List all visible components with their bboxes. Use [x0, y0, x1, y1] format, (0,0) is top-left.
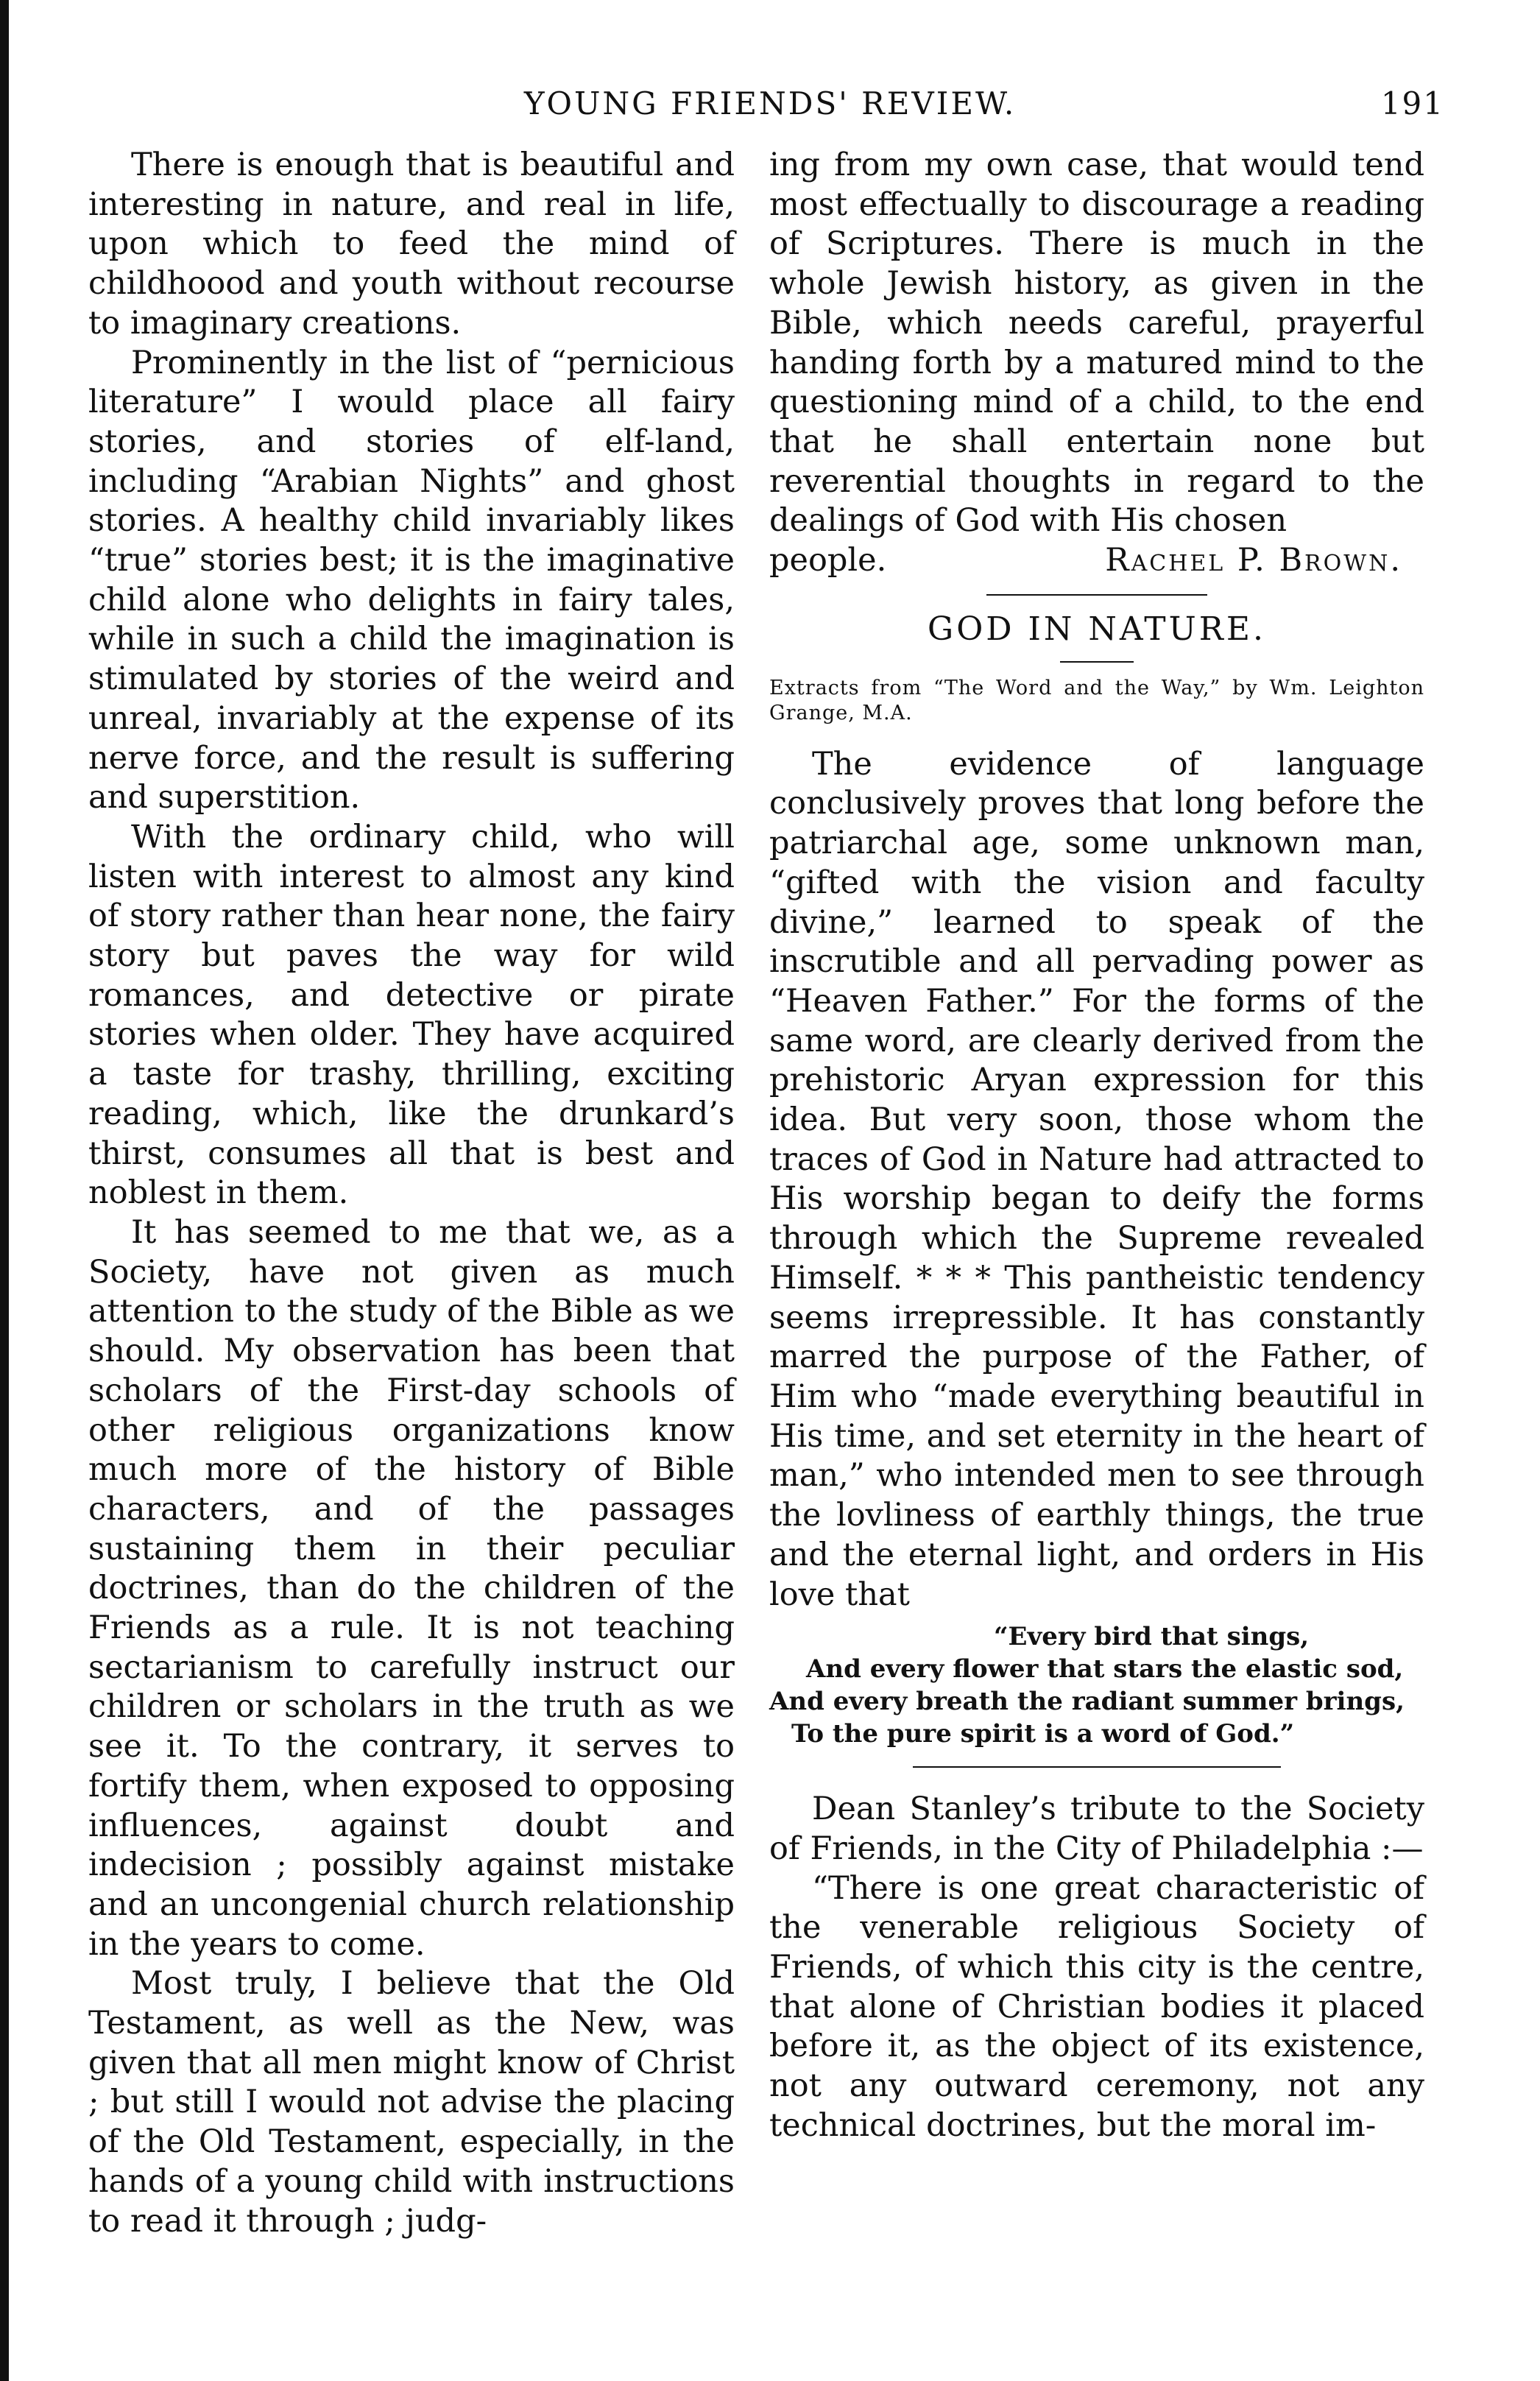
- author-signature: Rachel P. Brown.: [1105, 542, 1402, 579]
- paragraph: “There is one great characteristic of the venerable religious Society of Friends, of which this city is the centre, that alone of Christian bodies it placed before it, as the object of its existence, not any outward ceremony, not any technical doctrines, but the moral im-: [769, 1869, 1424, 2144]
- article-title: GOD IN NATURE.: [928, 610, 1266, 648]
- left-column: [88, 146, 735, 2241]
- poem-line: “Every bird that sings,: [994, 1622, 1310, 1652]
- paragraph: Dean Stanley’s tribute to the Society of Friends, in the City of Philadelphia :—: [769, 1791, 1424, 1867]
- paragraph: The evidence of language conclusively proves that long before the patriarchal age, some unknown man, “gifted with the vision and faculty divine,” learned to speak of the inscrutible and all pervading power as “Heaven Father.” For the forms of the same word, are clearly derived from the prehistoric Aryan expression for this idea. But very soon, those whom the traces of God in Nature had attracted to His worship began to deify the forms through which the Supreme revealed Himself. * * * This pantheistic tendency seems irrepressible. It has constantly marred the purpose of the Father, of Him who “made everything beautiful in His time, and set eternity in the heart of man,” who intended men to see through the lovliness of earthly things, the true and the eternal light, and orders in His love that: [769, 745, 1424, 1613]
- article-byline: Extracts from “The Word and the Way,” by Wm. Leighton Grange, M.A.: [769, 676, 1424, 724]
- continued-paragraph: ing from my own case, that would tend most effectually to discourage a reading of Scriptures. There is much in the whole Jewish history, as given in the Bible, which needs careful, prayerful handing forth by a matured mind to the questioning mind of a child, to the end that he shall entertain none but reverential thoughts in regard to the dealings of God with His chosen: [769, 147, 1424, 540]
- poem-line: And every breath the radiant summer brings,: [769, 1687, 1405, 1717]
- paragraph: Prominently in the list of “pernicious literature” I would place all fairy stories, and stories of elf-land, including “Arabian Nights” and ghost stories. A healthy child invariably likes “true” stories best; it is the imaginative child alone who delights in fairy tales, while in such a child the imagination is stimulated by stories of the weird and unreal, invariably at the expense of its nerve force, and the result is suffering and superstition.: [88, 344, 735, 816]
- signature-line: [769, 541, 1424, 581]
- paragraph: With the ordinary child, who will listen with interest to almost any kind of story rather than hear none, the fairy story but paves the way for wild romances, and detective or pirate stories when older. They have acquired a taste for trashy, thrilling, exciting reading, which, like the drunkard’s thirst, consumes all that is best and noblest in them.: [88, 818, 735, 1212]
- paragraph: There is enough that is beautiful and interesting in nature, and real in life, upon which to feed the mind of childhoood and youth without recourse to imaginary creations.: [88, 147, 735, 342]
- page-header: [0, 85, 1540, 137]
- section-divider: [913, 1766, 1281, 1768]
- running-title: YOUNG FRIENDS' REVIEW.: [523, 85, 1017, 121]
- paragraph: It has seemed to me that we, as a Society, have not given as much attention to the study of the Bible as we should. My observation has been that scholars of the First-day schools of other religious organizations know much more of the history of Bible characters, and of the passages sustaining them in their peculiar doctrines, than do the children of the Friends as a rule. It is not teaching sectarianism to carefully instruct our children or scholars in the truth as we see it. To the contrary, it serves to fortify them, when exposed to opposing influences, against doubt and indecision ; possibly against mistake and an uncongenial church relationship in the years to come.: [88, 1213, 735, 1963]
- right-column: [769, 146, 1424, 2146]
- paragraph: Most truly, I believe that the Old Testament, as well as the New, was given that all men might know of Christ ; but still I would not advise the placing of the Old Testament, especially, in the hands of a young child with instructions to read it through ; judg-: [88, 1965, 735, 2240]
- poem-line: And every flower that stars the elastic sod,: [806, 1654, 1404, 1685]
- signature-line-text: people.: [769, 542, 887, 579]
- poem-quote: [769, 1620, 1424, 1750]
- page-edge-shadow: [0, 0, 9, 2381]
- page-number: 191: [1380, 85, 1444, 121]
- section-divider: [986, 594, 1207, 596]
- title-underline: [1060, 661, 1134, 663]
- poem-line: To the pure spirit is a word of God.”: [791, 1719, 1295, 1749]
